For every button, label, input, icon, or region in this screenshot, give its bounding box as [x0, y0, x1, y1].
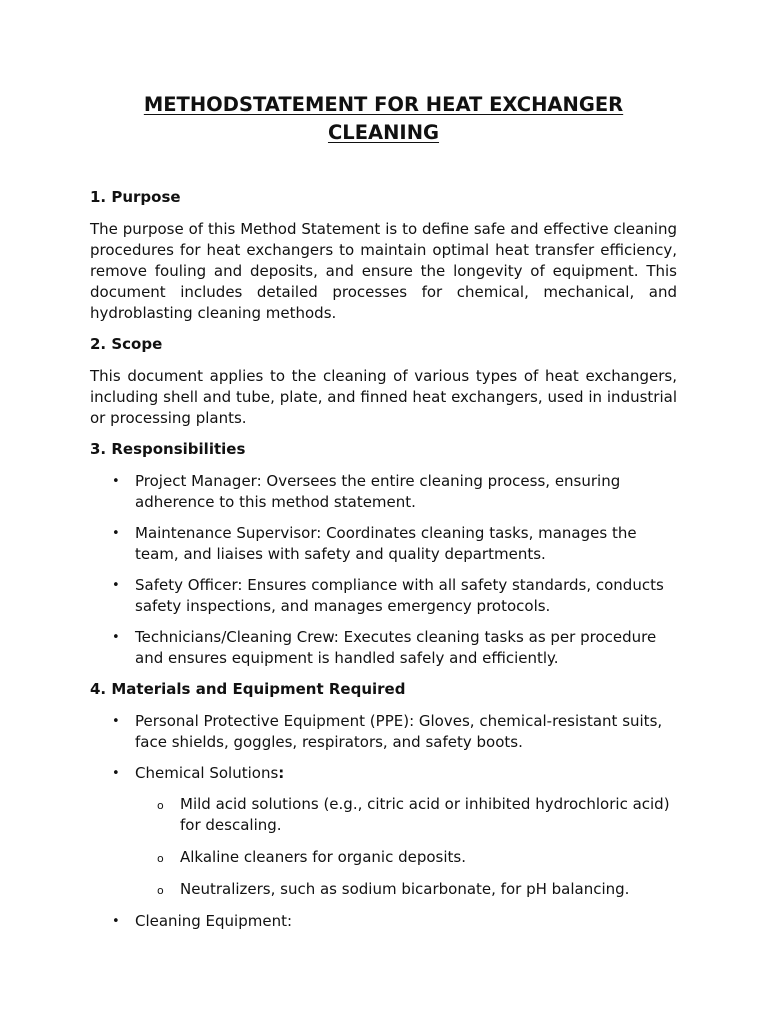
- sub-bullet-icon: o: [157, 852, 164, 865]
- list-item-text: Technicians/Cleaning Crew: Executes cleaning tasks as per procedure and ensures equipment is handled safely and efficiently.: [135, 628, 657, 667]
- chemical-solutions-sublist: [135, 794, 677, 900]
- section-heading-responsibilities: 3. Responsibilities: [90, 440, 246, 458]
- bullet-icon: •: [112, 474, 120, 489]
- bullet-icon: •: [112, 578, 120, 593]
- sub-list-item-text: Mild acid solutions (e.g., citric acid or inhibited hydrochloric acid) for descaling.: [180, 795, 670, 834]
- section-heading-scope: 2. Scope: [90, 335, 163, 353]
- sub-bullet-icon: o: [157, 799, 164, 812]
- title-line-1: METHODSTATEMENT FOR HEAT EXCHANGER: [143, 93, 624, 116]
- bullet-icon: •: [112, 630, 120, 645]
- materials-list: [90, 711, 677, 932]
- list-item: [90, 911, 677, 932]
- list-item: [90, 471, 677, 513]
- sub-list-item: [135, 847, 677, 868]
- list-item-text: Cleaning Equipment:: [135, 912, 293, 930]
- list-item-text: Maintenance Supervisor: Coordinates cleaning tasks, manages the team, and liaises with safety and quality departments.: [135, 524, 637, 563]
- sub-bullet-icon: o: [157, 884, 164, 897]
- section-heading-materials: 4. Materials and Equipment Required: [90, 680, 406, 698]
- list-item: [90, 523, 677, 565]
- sub-list-item: [135, 879, 677, 900]
- list-item: [90, 575, 677, 617]
- list-item: [90, 627, 677, 669]
- document-body: [90, 187, 677, 942]
- bullet-icon: •: [112, 914, 120, 929]
- sub-list-item-text: Alkaline cleaners for organic deposits.: [180, 848, 466, 866]
- list-item: [90, 763, 677, 900]
- bullet-icon: •: [112, 714, 120, 729]
- list-item-text: Safety Officer: Ensures compliance with all safety standards, conducts safety inspections, and manages emergency protocols.: [135, 576, 664, 615]
- list-item-text: Personal Protective Equipment (PPE): Gloves, chemical-resistant suits, face shields, goggles, respirators, and safety boots.: [135, 712, 663, 751]
- scope-paragraph: This document applies to the cleaning of various types of heat exchangers, including shell and tube, plate, and finned heat exchangers, used in industrial or processing plants.: [90, 367, 677, 427]
- sub-list-item-text: Neutralizers, such as sodium bicarbonate, for pH balancing.: [180, 880, 630, 898]
- responsibilities-list: [90, 471, 677, 669]
- bullet-icon: •: [112, 526, 120, 541]
- title-line-2: CLEANING: [327, 121, 440, 144]
- bullet-icon: •: [112, 766, 120, 781]
- list-item-text: Project Manager: Oversees the entire cleaning process, ensuring adherence to this method statement.: [135, 472, 621, 511]
- list-item-colon: :: [278, 764, 285, 782]
- list-item: [90, 711, 677, 753]
- purpose-paragraph: The purpose of this Method Statement is to define safe and effective cleaning procedures for heat exchangers to maintain optimal heat transfer efficiency, remove fouling and deposits, and ensure the longevity of equipment. This document includes detailed processes for chemical, mechanical, and hydroblasting cleaning methods.: [90, 220, 677, 322]
- sub-list-item: [135, 794, 677, 836]
- document-title: [90, 91, 677, 147]
- list-item-text: Chemical Solutions: [135, 764, 279, 782]
- section-heading-purpose: 1. Purpose: [90, 188, 181, 206]
